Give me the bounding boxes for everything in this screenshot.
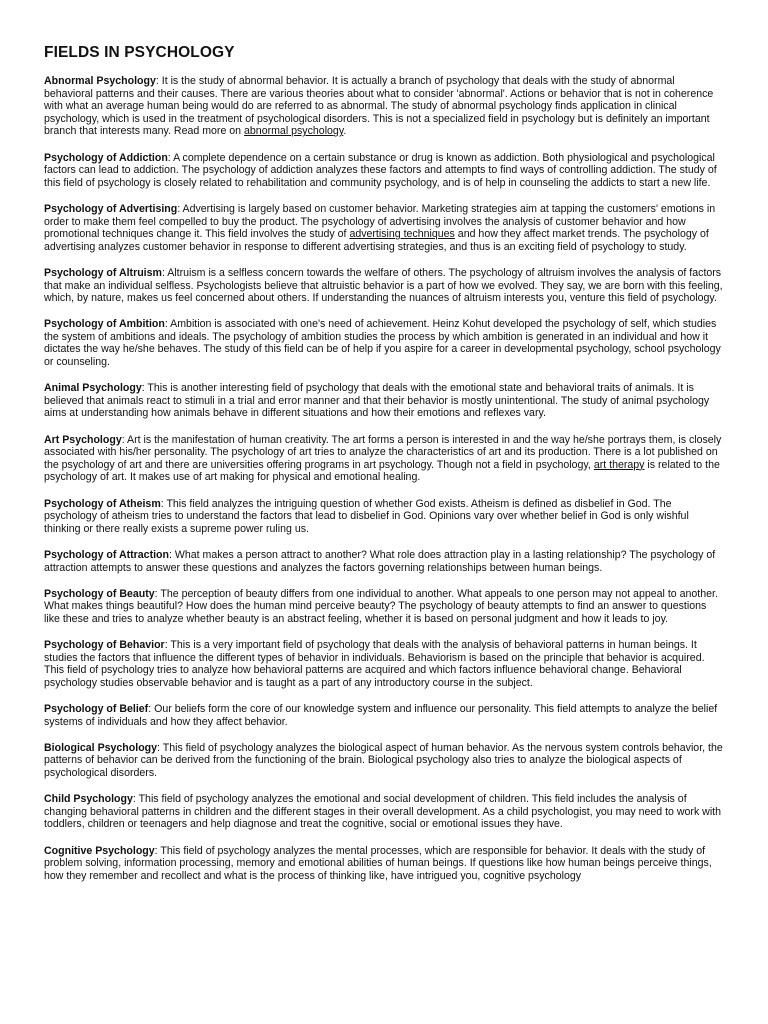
entry-term: Psychology of Attraction: [44, 548, 169, 561]
entry-art-psychology: [44, 434, 724, 484]
entry-child-psychology: [44, 793, 724, 831]
entry-text: : Altruism is a selfless concern towards the welfare of others. The psychology of altruism involves the analysis of factors that make an individual selfless. Psychologists believe that altruistic behavior is a part of how we evolved. They say, we are born with this feeling, which, by nature, makes us feel concerned about others. If understanding the nuances of altruism interests you, venture this field of psychology.: [44, 266, 723, 305]
entry-psychology-of-behavior: [44, 639, 724, 689]
entry-term: Child Psychology: [44, 793, 133, 806]
entry-text: : This field analyzes the intriguing question of whether God exists. Atheism is defined as disbelief in God. The psychology of atheism tries to understand the factors that lead to disbelief in God. Opinions vary over whether belief in God is only wishful thinking or there really exists a supreme power ruling us.: [44, 497, 689, 535]
entry-text: : This is another interesting field of psychology that deals with the emotional state and behavioral traits of animals. It is believed that animals react to stimuli in a trial and error manner and that their behavior is mostly unintentional. The study of animal psychology aims at understanding how animals behave in different situations and how their emotions and reflexes vary.: [44, 382, 710, 420]
entry-text: : Advertising is largely based on customer behavior. Marketing strategies aim at tapping the customers' emotions in order to make them feel compelled to buy the product. The psychology of advertising involves the analysis of customer behavior and how promotional techniques change it. This field involves the study of: [44, 202, 716, 241]
entry-cognitive-psychology: [44, 845, 724, 883]
entry-text-after: is related to the psychology of art. It makes use of art making for physical and emotional healing.: [44, 458, 720, 484]
entry-term: Abnormal Psychology: [44, 75, 156, 87]
entry-term: Psychology of Advertising: [44, 202, 178, 215]
entry-biological-psychology: [44, 742, 724, 780]
entry-text: : This field of psychology analyzes the emotional and social development of children. This field includes the analysis of changing behavioral patterns in children and the different stages in their overall development. As a child psychologist, you may need to work with toddlers, children or teenagers and help diagnose and treat the cognitive, social or emotional issues they have.: [44, 793, 722, 831]
entry-text: : Ambition is associated with one's need of achievement. Heinz Kohut developed the psychology of self, which studies the system of ambitions and ideals. The psychology of ambition studies the process by which ambition is generated in an individual and how it dictates the way he/she behaves. The study of this field can be of help if you aspire for a career in developmental psychology, school psychology or counseling.: [44, 318, 721, 369]
entry-psychology-of-beauty: [44, 588, 724, 626]
entry-psychology-of-advertising: [44, 203, 724, 253]
entry-term: Animal Psychology: [44, 382, 142, 395]
entry-psychology-of-attraction: [44, 549, 724, 574]
entry-term: Psychology of Altruism: [44, 266, 162, 279]
entry-abnormal-psychology: [44, 75, 724, 138]
entry-term: Cognitive Psychology: [44, 844, 155, 857]
entry-text: : What makes a person attract to another? What role does attraction play in a lasting relationship? The psychology of attraction attempts to answer these questions and analyzes the factors governing relationships between human beings.: [44, 548, 716, 574]
entry-text: : It is the study of abnormal behavior. It is actually a branch of psychology that deals with the study of abnormal behavioral patterns and their causes. There are various theories about what to consider 'abnormal'. Actions or behavior that is not in coherence with what an average human being would do are referred to as abnormal. The study of abnormal psychology finds application in clinical psychology, which is used in the treatment of psychological disorders. This is not a specialized field in psychology but is definitely an important branch that interests many. Read more on: [44, 75, 714, 138]
entry-psychology-of-addiction: [44, 152, 724, 190]
entry-term: Art Psychology: [44, 433, 122, 446]
entry-text: : This is a very important field of psychology that deals with the analysis of behavioral patterns in human beings. It studies the factors that influence the different types of behavior in individuals. Behaviorism is based on the principle that behavior is acquired. This field of psychology tries to analyze how behavioral patterns are acquired and which factors influence behavioral change. Behavioral psychology studies observable behavior and is taught as a part of any introductory course in the subject.: [44, 639, 705, 689]
entry-term: Psychology of Atheism: [44, 497, 161, 510]
entry-text: : This field of psychology analyzes the biological aspect of human behavior. As the nervous system controls behavior, the patterns of behavior can be derived from the functioning of the brain. Biological psychology also tries to analyze the biological aspects of psychological disorders.: [44, 741, 723, 780]
page-title: FIELDS IN PSYCHOLOGY: [44, 44, 235, 61]
entry-term: Psychology of Beauty: [44, 587, 155, 600]
entry-psychology-of-belief: [44, 703, 724, 728]
art-therapy-link[interactable]: art therapy: [593, 458, 645, 471]
entry-text: : This field of psychology analyzes the mental processes, which are responsible for behavior. It deals with the study of problem solving, information processing, memory and emotional abilities of human beings. If questions like how human beings perceive things, how they remember and recollect and what is the process of thinking like, have intrigued you, cognitive psychology: [44, 844, 712, 882]
entry-term: Psychology of Behavior: [44, 639, 165, 652]
entry-text-after: .: [343, 125, 347, 138]
entry-psychology-of-ambition: [44, 318, 724, 368]
abnormal-psychology-link[interactable]: abnormal psychology: [244, 125, 344, 138]
entry-text: : Our beliefs form the core of our knowledge system and influence our personality. This field attempts to analyze the belief systems of individuals and how they affect behavior.: [44, 703, 718, 728]
entry-text: : A complete dependence on a certain substance or drug is known as addiction. Both physiological and psychological factors can lead to addiction. The psychology of addiction analyzes these factors and attempts to find ways of controlling addiction. The study of this field of psychology is closely related to rehabilitation and community psychology, and is of help in counseling the addicts to start a new life.: [44, 151, 717, 189]
entry-term: Psychology of Addiction: [44, 151, 168, 164]
entry-term: Biological Psychology: [44, 741, 158, 754]
entry-text: : The perception of beauty differs from one individual to another. What appeals to one person may not appeal to another. What makes things beautiful? How does the human mind perceive beauty? The psychology of beauty attempts to find an answer to questions like these and tries to analyze whether beauty is an abstract feeling, whether it is based on personal judgment and how it leads to joy.: [44, 587, 718, 625]
entry-text-after: and how they affect market trends. The psychology of advertising analyzes customer behavior in response to different advertising strategies, and thus is an exciting field of psychology to study.: [44, 228, 709, 253]
entry-psychology-of-altruism: [44, 267, 724, 305]
advertising-techniques-link[interactable]: advertising techniques: [349, 228, 455, 241]
entry-animal-psychology: [44, 382, 724, 420]
entry-psychology-of-atheism: [44, 498, 724, 536]
entry-text: : Art is the manifestation of human creativity. The art forms a person is interested in and the way he/she portrays them, is closely associated with his/her personality. The psychology of art tries to analyze the characteristics of art and its production. There is a lot published on the psychology of art and there are universities offering programs in art psychology. Though not a field in psychology,: [44, 433, 722, 471]
document-page: [44, 44, 724, 896]
entry-term: Psychology of Belief: [44, 703, 149, 716]
entry-term: Psychology of Ambition: [44, 318, 165, 331]
